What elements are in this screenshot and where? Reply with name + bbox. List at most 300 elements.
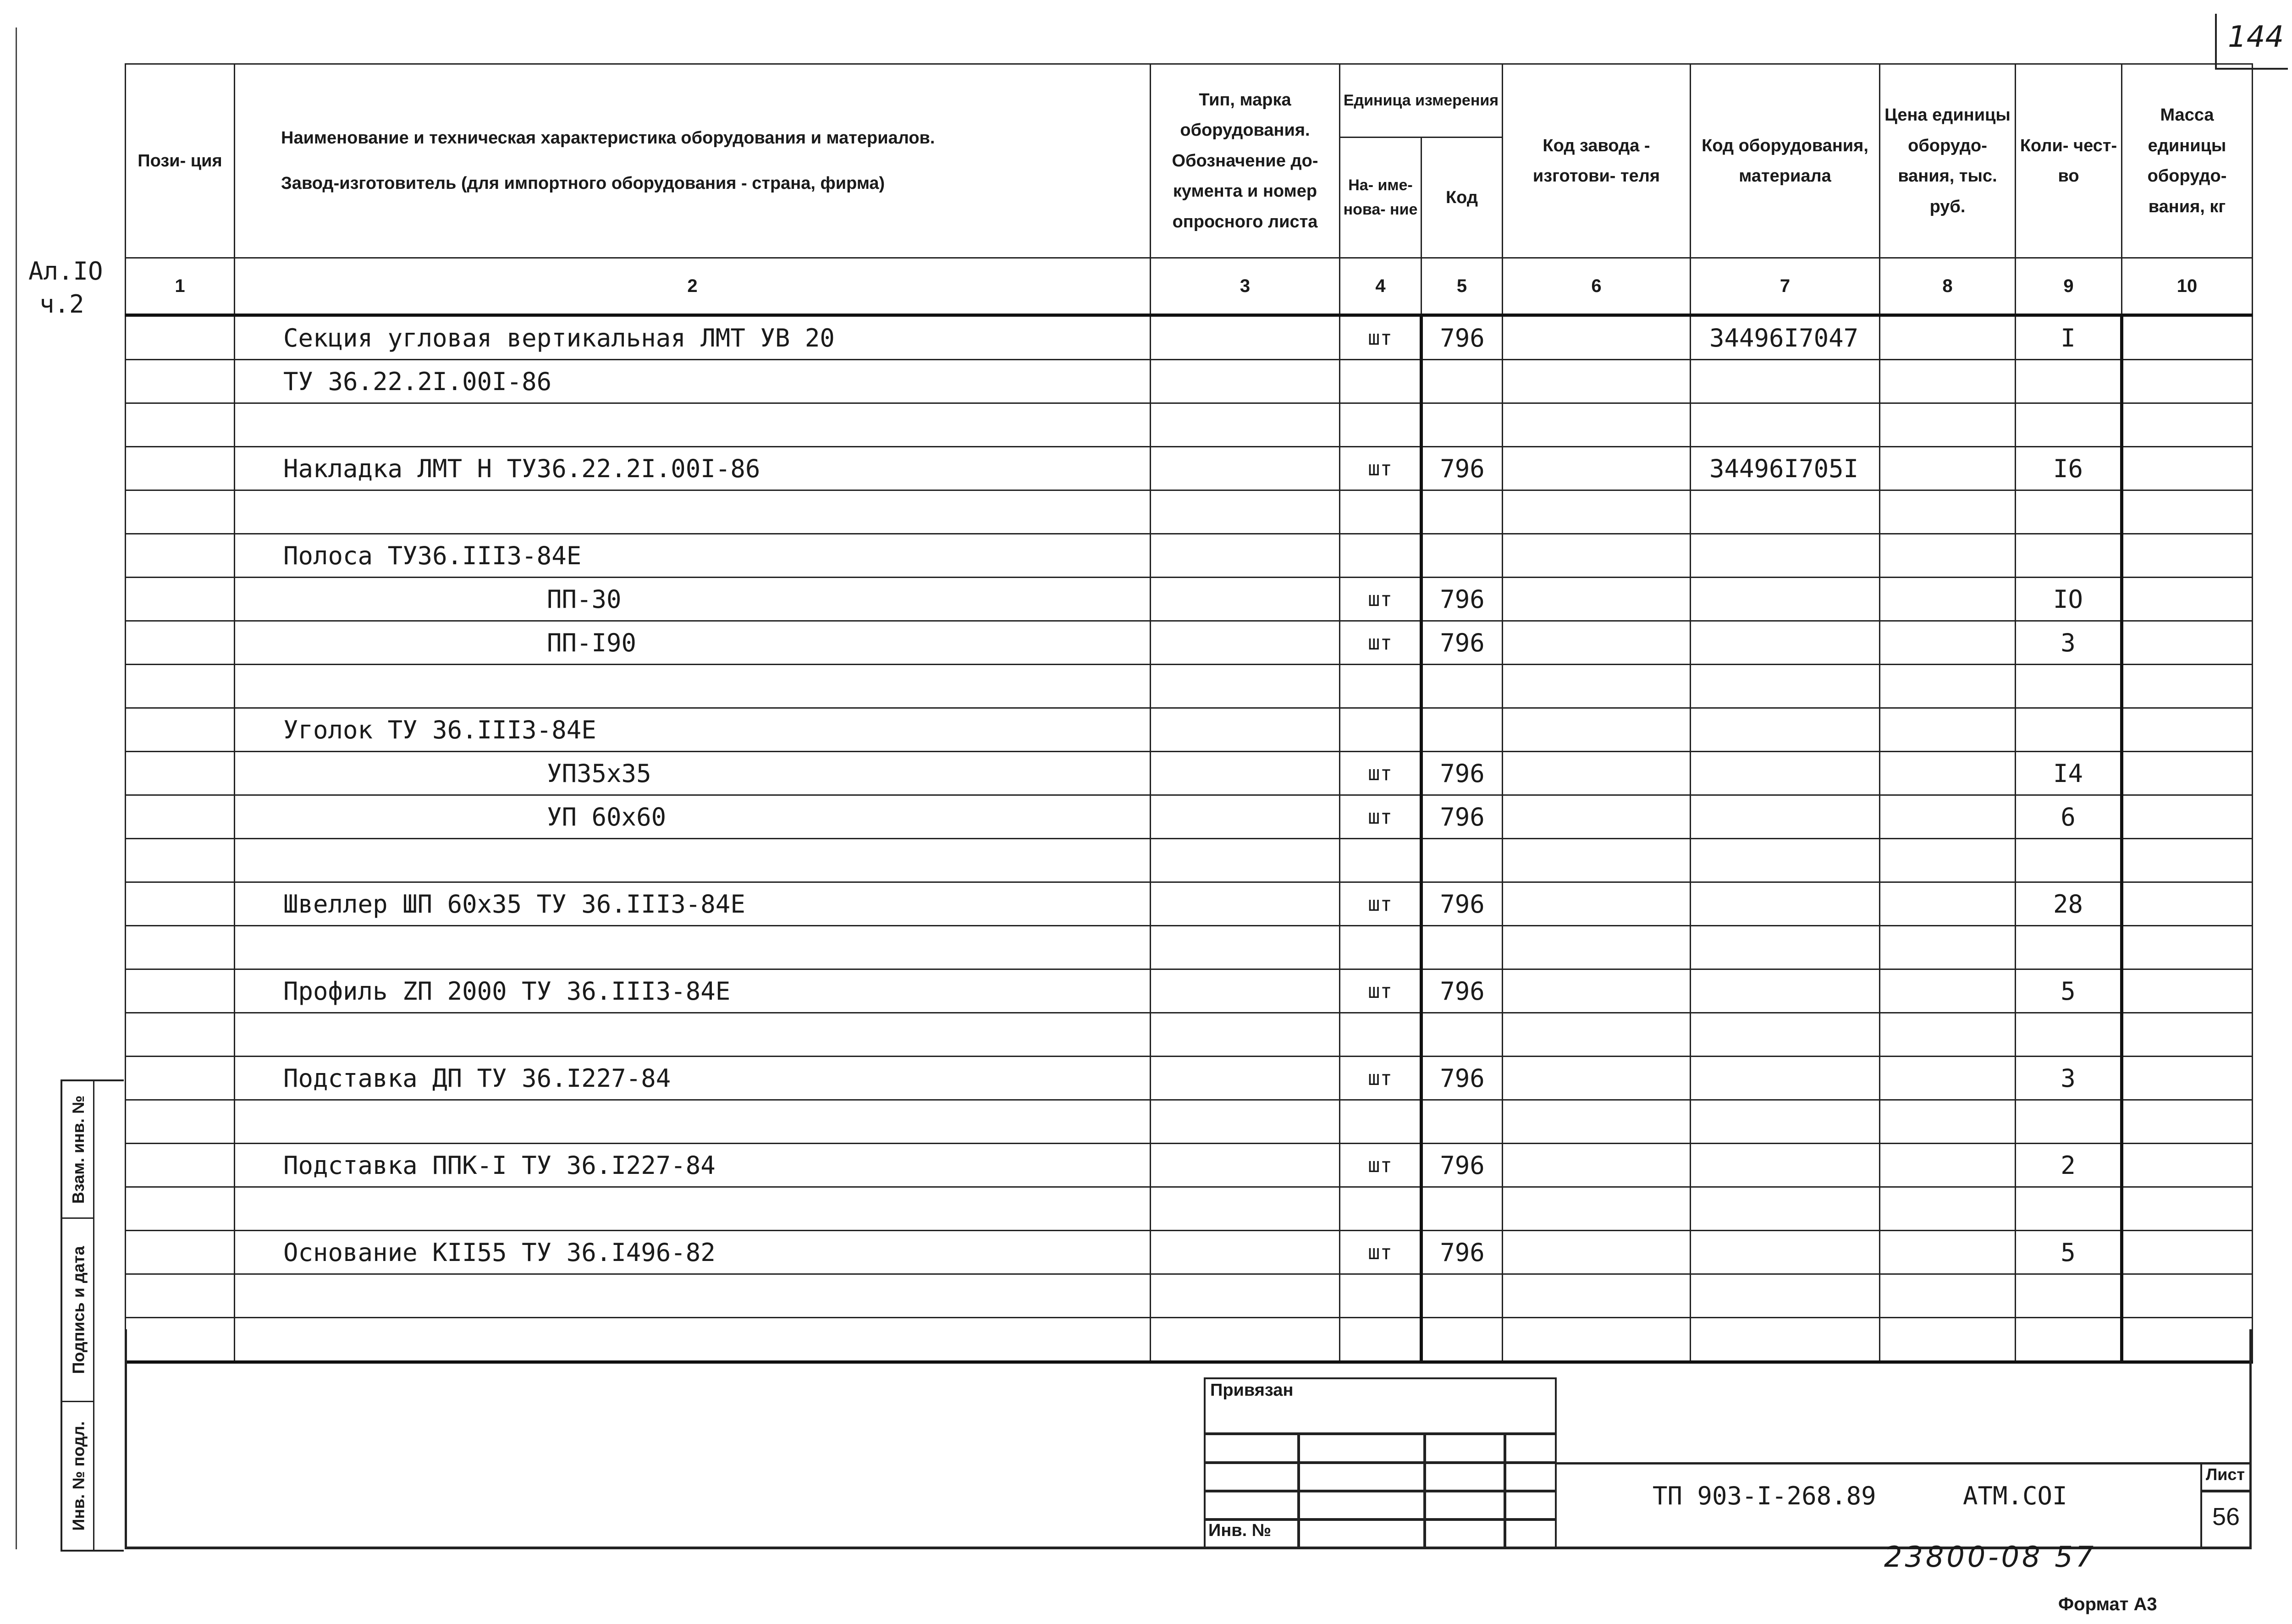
- column-number: 10: [2122, 258, 2253, 315]
- header-position: Пози- ция: [126, 64, 235, 258]
- plant-code-cell: [1503, 1144, 1691, 1187]
- equipment-code: [1691, 1144, 1880, 1187]
- quantity: 5: [2016, 969, 2122, 1013]
- plant-code-cell: [1503, 1231, 1691, 1274]
- type-cell: [1151, 534, 1340, 578]
- position-cell: [126, 1187, 235, 1231]
- quantity: [2016, 490, 2122, 534]
- sheet-box-divider: [2200, 1490, 2252, 1492]
- position-cell: [126, 447, 235, 490]
- table-row: [126, 315, 2253, 360]
- bound-grid-v3: [1504, 1432, 1506, 1549]
- position-cell: [126, 708, 235, 752]
- unit-name: [1340, 926, 1421, 969]
- plant-code-cell: [1503, 490, 1691, 534]
- table-row: [126, 795, 2253, 839]
- equipment-code: [1691, 1231, 1880, 1274]
- type-cell: [1151, 1144, 1340, 1187]
- unit-name: шт: [1340, 578, 1421, 621]
- position-cell: [126, 403, 235, 447]
- price-cell: [1880, 839, 2016, 882]
- quantity: [2016, 1013, 2122, 1057]
- equipment-code: [1691, 882, 1880, 926]
- mass-cell: [2122, 360, 2253, 403]
- plant-code-cell: [1503, 1274, 1691, 1318]
- column-number: 5: [1421, 258, 1503, 315]
- unit-code: [1421, 1274, 1503, 1318]
- table-row: [126, 1187, 2253, 1231]
- doc-number: ТП 903-I-268.89: [1653, 1481, 1876, 1510]
- table-row: [126, 403, 2253, 447]
- table-row: [126, 1231, 2253, 1274]
- sheet-number: 56: [2212, 1503, 2240, 1530]
- unit-name: шт: [1340, 882, 1421, 926]
- mass-cell: [2122, 665, 2253, 708]
- equipment-code: [1691, 1274, 1880, 1318]
- unit-code: [1421, 665, 1503, 708]
- equipment-code: [1691, 795, 1880, 839]
- footer-stamp: 23800-08 57: [1884, 1540, 2097, 1574]
- price-cell: [1880, 1013, 2016, 1057]
- mass-cell: [2122, 882, 2253, 926]
- type-cell: [1151, 795, 1340, 839]
- plant-code-cell: [1503, 1318, 1691, 1362]
- unit-name: шт: [1340, 969, 1421, 1013]
- item-name: [235, 1100, 1151, 1144]
- plant-code-cell: [1503, 969, 1691, 1013]
- mass-cell: [2122, 795, 2253, 839]
- header-name-line2: Завод-изготовитель (для импортного оборудования - страна, фирма): [281, 174, 885, 193]
- unit-name: [1340, 1318, 1421, 1362]
- equipment-code: [1691, 839, 1880, 882]
- table-row: [126, 360, 2253, 403]
- plant-code-cell: [1503, 1100, 1691, 1144]
- type-cell: [1151, 315, 1340, 360]
- frame-left-line: [16, 28, 17, 1549]
- equipment-code: [1691, 1057, 1880, 1100]
- type-cell: [1151, 1274, 1340, 1318]
- item-name: Полоса ТУ36.III3-84Е: [235, 534, 1151, 578]
- mass-cell: [2122, 926, 2253, 969]
- plant-code-cell: [1503, 882, 1691, 926]
- position-cell: [126, 621, 235, 665]
- header-unit-code: Код: [1421, 138, 1503, 258]
- item-name: Профиль ZП 2000 ТУ 36.III3-84Е: [235, 969, 1151, 1013]
- quantity: [2016, 403, 2122, 447]
- format-label: Формат А3: [2058, 1594, 2157, 1614]
- item-name: ТУ 36.22.2I.00I-86: [235, 360, 1151, 403]
- unit-name: [1340, 665, 1421, 708]
- mass-cell: [2122, 578, 2253, 621]
- price-cell: [1880, 1318, 2016, 1362]
- side-note-line2: ч.2: [39, 290, 84, 319]
- mass-cell: [2122, 708, 2253, 752]
- equipment-code: [1691, 1318, 1880, 1362]
- position-cell: [126, 1274, 235, 1318]
- unit-code: 796: [1421, 969, 1503, 1013]
- table-row: [126, 926, 2253, 969]
- quantity: [2016, 708, 2122, 752]
- side-strip: [61, 1079, 124, 1552]
- item-name: [235, 926, 1151, 969]
- price-cell: [1880, 1144, 2016, 1187]
- mass-cell: [2122, 1100, 2253, 1144]
- mass-cell: [2122, 490, 2253, 534]
- quantity: IO: [2016, 578, 2122, 621]
- side-label-signature: Подпись и дата: [69, 1246, 88, 1374]
- quantity: 3: [2016, 1057, 2122, 1100]
- price-cell: [1880, 534, 2016, 578]
- table-row: [126, 1318, 2253, 1362]
- equipment-code: [1691, 403, 1880, 447]
- unit-code: 796: [1421, 882, 1503, 926]
- position-cell: [126, 969, 235, 1013]
- type-cell: [1151, 403, 1340, 447]
- type-cell: [1151, 882, 1340, 926]
- item-name: [235, 490, 1151, 534]
- unit-code: [1421, 708, 1503, 752]
- position-cell: [126, 1100, 235, 1144]
- price-cell: [1880, 665, 2016, 708]
- unit-code: [1421, 926, 1503, 969]
- header-equipment-code: Код оборудования, материала: [1691, 64, 1880, 258]
- sheet-mark: 144: [2228, 20, 2284, 54]
- inv-label: Инв. №: [1208, 1521, 1272, 1540]
- item-name: Накладка ЛМТ Н ТУ36.22.2I.00I-86: [235, 447, 1151, 490]
- plant-code-cell: [1503, 1057, 1691, 1100]
- header-mass: Масса единицы оборудо- вания, кг: [2122, 64, 2253, 258]
- side-cell-inventory: [62, 1402, 94, 1550]
- item-name: [235, 1013, 1151, 1057]
- mass-cell: [2122, 839, 2253, 882]
- position-cell: [126, 665, 235, 708]
- plant-code-cell: [1503, 1013, 1691, 1057]
- position-cell: [126, 315, 235, 360]
- equipment-code: 34496I7047: [1691, 315, 1880, 360]
- position-cell: [126, 1318, 235, 1362]
- header-unit-name: На- име- нова- ние: [1340, 138, 1421, 258]
- price-cell: [1880, 752, 2016, 795]
- type-cell: [1151, 1013, 1340, 1057]
- side-cell-replace: [62, 1081, 94, 1219]
- position-cell: [126, 534, 235, 578]
- equipment-code: [1691, 490, 1880, 534]
- frame-inner-left-line: [125, 1329, 127, 1549]
- quantity: 5: [2016, 1231, 2122, 1274]
- unit-name: [1340, 403, 1421, 447]
- quantity: [2016, 1187, 2122, 1231]
- unit-name: шт: [1340, 1231, 1421, 1274]
- unit-code: 796: [1421, 752, 1503, 795]
- quantity: I4: [2016, 752, 2122, 795]
- header-unit-group: Единица измерения: [1340, 64, 1503, 138]
- equipment-code: [1691, 621, 1880, 665]
- table-row: [126, 578, 2253, 621]
- position-cell: [126, 1057, 235, 1100]
- unit-code: 796: [1421, 447, 1503, 490]
- item-name: Подставка ДП ТУ 36.I227-84: [235, 1057, 1151, 1100]
- price-cell: [1880, 795, 2016, 839]
- type-cell: [1151, 708, 1340, 752]
- equipment-code: [1691, 1013, 1880, 1057]
- unit-name: шт: [1340, 752, 1421, 795]
- table-row: [126, 1144, 2253, 1187]
- plant-code-cell: [1503, 839, 1691, 882]
- unit-name: [1340, 839, 1421, 882]
- bound-label: Привязан: [1210, 1381, 1294, 1400]
- unit-code: 796: [1421, 1144, 1503, 1187]
- equipment-code: [1691, 708, 1880, 752]
- price-cell: [1880, 403, 2016, 447]
- type-cell: [1151, 665, 1340, 708]
- column-number: 9: [2016, 258, 2122, 315]
- price-cell: [1880, 490, 2016, 534]
- equipment-code: 34496I705I: [1691, 447, 1880, 490]
- price-cell: [1880, 969, 2016, 1013]
- table-row: [126, 621, 2253, 665]
- unit-name: [1340, 1274, 1421, 1318]
- unit-name: шт: [1340, 795, 1421, 839]
- plant-code-cell: [1503, 795, 1691, 839]
- unit-code: [1421, 1013, 1503, 1057]
- price-cell: [1880, 360, 2016, 403]
- plant-code-cell: [1503, 1187, 1691, 1231]
- unit-name: шт: [1340, 1144, 1421, 1187]
- mass-cell: [2122, 752, 2253, 795]
- plant-code-cell: [1503, 926, 1691, 969]
- plant-code-cell: [1503, 315, 1691, 360]
- type-cell: [1151, 490, 1340, 534]
- item-name: [235, 665, 1151, 708]
- mass-cell: [2122, 315, 2253, 360]
- quantity: 3: [2016, 621, 2122, 665]
- type-cell: [1151, 752, 1340, 795]
- column-number: 6: [1503, 258, 1691, 315]
- unit-name: [1340, 1013, 1421, 1057]
- type-cell: [1151, 621, 1340, 665]
- unit-code: [1421, 839, 1503, 882]
- position-cell: [126, 490, 235, 534]
- type-cell: [1151, 447, 1340, 490]
- price-cell: [1880, 621, 2016, 665]
- mass-cell: [2122, 447, 2253, 490]
- mass-cell: [2122, 1318, 2253, 1362]
- table-row: [126, 708, 2253, 752]
- mass-cell: [2122, 969, 2253, 1013]
- price-cell: [1880, 882, 2016, 926]
- price-cell: [1880, 926, 2016, 969]
- position-cell: [126, 578, 235, 621]
- specification-body: [126, 315, 2253, 1362]
- type-cell: [1151, 1057, 1340, 1100]
- equipment-code: [1691, 1100, 1880, 1144]
- unit-code: [1421, 403, 1503, 447]
- table-row: [126, 882, 2253, 926]
- header-price: Цена единицы оборудо- вания, тыс. руб.: [1880, 64, 2016, 258]
- quantity: I6: [2016, 447, 2122, 490]
- unit-code: 796: [1421, 1231, 1503, 1274]
- quantity: [2016, 1100, 2122, 1144]
- table-row: [126, 1274, 2253, 1318]
- equipment-code: [1691, 1187, 1880, 1231]
- price-cell: [1880, 708, 2016, 752]
- type-cell: [1151, 926, 1340, 969]
- position-cell: [126, 1013, 235, 1057]
- mass-cell: [2122, 621, 2253, 665]
- table-row: [126, 534, 2253, 578]
- position-cell: [126, 360, 235, 403]
- item-name: [235, 403, 1151, 447]
- column-number: 1: [126, 258, 235, 315]
- plant-code-cell: [1503, 665, 1691, 708]
- table-row: [126, 1013, 2253, 1057]
- price-cell: [1880, 315, 2016, 360]
- bound-grid-v1: [1297, 1432, 1300, 1549]
- column-number: 7: [1691, 258, 1880, 315]
- item-name: [235, 1187, 1151, 1231]
- equipment-code: [1691, 360, 1880, 403]
- header-name: [235, 64, 1151, 258]
- type-cell: [1151, 1318, 1340, 1362]
- type-cell: [1151, 969, 1340, 1013]
- quantity: I: [2016, 315, 2122, 360]
- specification-table: [125, 63, 2253, 1364]
- type-cell: [1151, 1187, 1340, 1231]
- equipment-code: [1691, 578, 1880, 621]
- column-number: 2: [235, 258, 1151, 315]
- item-name: Уголок ТУ 36.III3-84Е: [235, 708, 1151, 752]
- price-cell: [1880, 1274, 2016, 1318]
- mass-cell: [2122, 1187, 2253, 1231]
- price-cell: [1880, 1187, 2016, 1231]
- plant-code-cell: [1503, 708, 1691, 752]
- quantity: [2016, 534, 2122, 578]
- position-cell: [126, 1144, 235, 1187]
- mass-cell: [2122, 1231, 2253, 1274]
- plant-code-cell: [1503, 360, 1691, 403]
- unit-code: [1421, 534, 1503, 578]
- mass-cell: [2122, 1274, 2253, 1318]
- position-cell: [126, 795, 235, 839]
- mass-cell: [2122, 1057, 2253, 1100]
- unit-name: [1340, 1100, 1421, 1144]
- quantity: [2016, 1318, 2122, 1362]
- unit-name: шт: [1340, 1057, 1421, 1100]
- column-number-row: [126, 258, 2253, 315]
- plant-code-cell: [1503, 403, 1691, 447]
- item-name: УП35х35: [235, 752, 1151, 795]
- unit-code: 796: [1421, 578, 1503, 621]
- unit-name: шт: [1340, 315, 1421, 360]
- unit-code: [1421, 1318, 1503, 1362]
- price-cell: [1880, 1100, 2016, 1144]
- type-cell: [1151, 839, 1340, 882]
- mass-cell: [2122, 1013, 2253, 1057]
- item-name: Швеллер ШП 60х35 ТУ 36.III3-84Е: [235, 882, 1151, 926]
- plant-code-cell: [1503, 534, 1691, 578]
- quantity: 6: [2016, 795, 2122, 839]
- table-row: [126, 1100, 2253, 1144]
- position-cell: [126, 752, 235, 795]
- unit-code: 796: [1421, 795, 1503, 839]
- item-name: Секция угловая вертикальная ЛМТ УВ 20: [235, 315, 1151, 360]
- table-row: [126, 969, 2253, 1013]
- plant-code-cell: [1503, 578, 1691, 621]
- quantity: [2016, 1274, 2122, 1318]
- table-row: [126, 1057, 2253, 1100]
- unit-name: шт: [1340, 621, 1421, 665]
- item-name: [235, 839, 1151, 882]
- table-row: [126, 752, 2253, 795]
- unit-name: [1340, 534, 1421, 578]
- quantity: 28: [2016, 882, 2122, 926]
- header-plant-code: Код завода - изготови- теля: [1503, 64, 1691, 258]
- column-number: 4: [1340, 258, 1421, 315]
- mass-cell: [2122, 1144, 2253, 1187]
- position-cell: [126, 839, 235, 882]
- item-name: ПП-30: [235, 578, 1151, 621]
- mass-cell: [2122, 534, 2253, 578]
- type-cell: [1151, 360, 1340, 403]
- plant-code-cell: [1503, 621, 1691, 665]
- table-row: [126, 665, 2253, 708]
- unit-code: 796: [1421, 621, 1503, 665]
- sheet-label: Лист: [2206, 1465, 2245, 1484]
- type-cell: [1151, 1231, 1340, 1274]
- unit-code: [1421, 1100, 1503, 1144]
- unit-code: 796: [1421, 1057, 1503, 1100]
- unit-name: шт: [1340, 447, 1421, 490]
- header-quantity: Коли- чест- во: [2016, 64, 2122, 258]
- bound-grid-v2: [1423, 1432, 1426, 1549]
- unit-code: [1421, 1187, 1503, 1231]
- unit-code: [1421, 360, 1503, 403]
- equipment-code: [1691, 534, 1880, 578]
- side-label-inventory: Инв. № подл.: [69, 1421, 88, 1531]
- table-row: [126, 490, 2253, 534]
- table-row: [126, 447, 2253, 490]
- quantity: [2016, 665, 2122, 708]
- unit-code: [1421, 490, 1503, 534]
- column-number: 8: [1880, 258, 2016, 315]
- equipment-code: [1691, 926, 1880, 969]
- unit-name: [1340, 360, 1421, 403]
- position-cell: [126, 882, 235, 926]
- unit-code: 796: [1421, 315, 1503, 360]
- item-name: [235, 1274, 1151, 1318]
- mass-cell: [2122, 403, 2253, 447]
- type-cell: [1151, 578, 1340, 621]
- header-type: Тип, марка оборудования. Обозначение до- кумента и номер опросного листа: [1151, 64, 1340, 258]
- header-name-line1: Наименование и техническая характеристика оборудования и материалов.: [281, 128, 935, 148]
- item-name: УП 60х60: [235, 795, 1151, 839]
- equipment-code: [1691, 665, 1880, 708]
- unit-name: [1340, 1187, 1421, 1231]
- price-cell: [1880, 447, 2016, 490]
- unit-name: [1340, 490, 1421, 534]
- equipment-code: [1691, 752, 1880, 795]
- position-cell: [126, 1231, 235, 1274]
- item-name: ПП-I90: [235, 621, 1151, 665]
- item-name: [235, 1318, 1151, 1362]
- price-cell: [1880, 578, 2016, 621]
- side-note-line1: Ал.IO: [28, 257, 103, 286]
- equipment-code: [1691, 969, 1880, 1013]
- price-cell: [1880, 1057, 2016, 1100]
- item-name: Подставка ППК-I ТУ 36.I227-84: [235, 1144, 1151, 1187]
- side-label-replace: Взам. инв. №: [69, 1095, 88, 1204]
- quantity: [2016, 360, 2122, 403]
